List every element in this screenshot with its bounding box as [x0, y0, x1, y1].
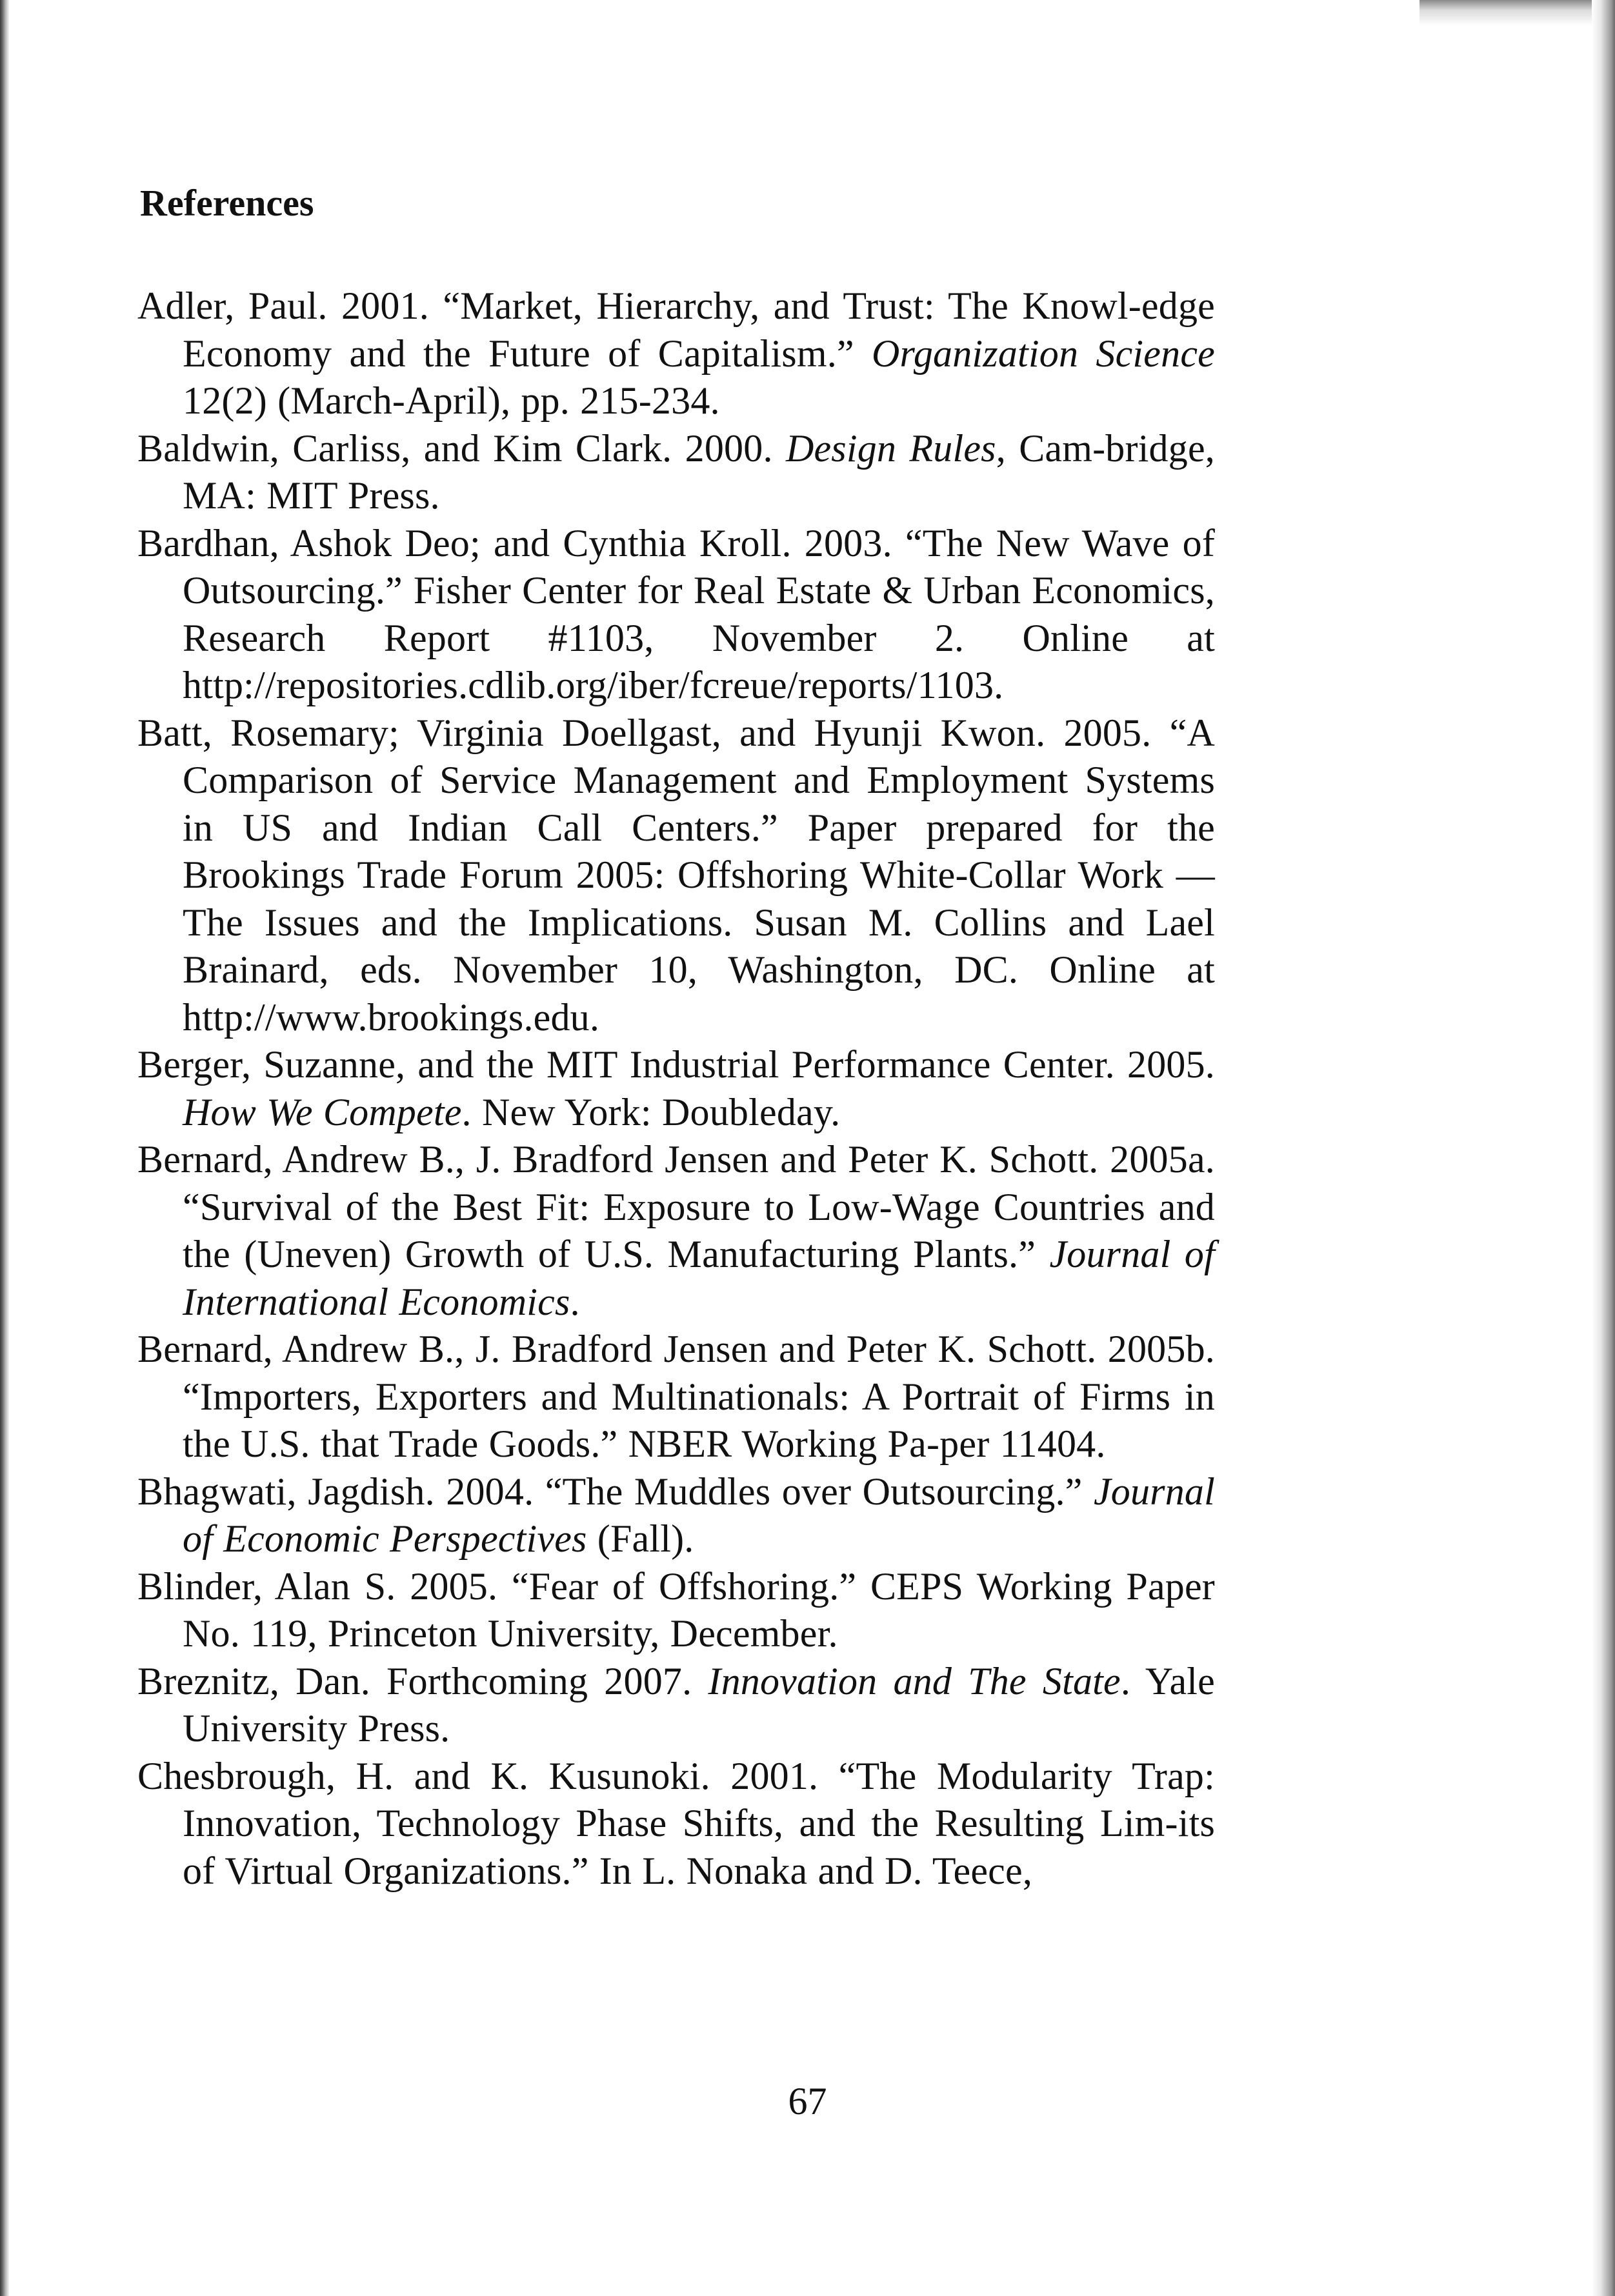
- reference-text: Berger, Suzanne, and the MIT Industrial Performance Center. 2005.: [137, 1043, 1215, 1086]
- reference-italic: Innovation and The State: [708, 1659, 1121, 1702]
- reference-entry: [137, 520, 1215, 710]
- reference-text: Bardhan, Ashok Deo; and Cynthia Kroll. 2003. “The New Wave of Outsourcing.” Fisher Center for Real Estate & Urban Economics, Research Report #1103, November 2. Online at http://repositories.cdlib.org/iber/fcreue/reports/1103.: [137, 521, 1215, 706]
- reference-text: Chesbrough, H. and K. Kusunoki. 2001. “The Modularity Trap: Innovation, Technology Phase Shifts, and the Resulting Lim-its of Virtual Organizations.” In L. Nonaka and D. Teece,: [137, 1754, 1215, 1892]
- references-section: [137, 181, 1215, 1895]
- reference-entry: [137, 1658, 1215, 1753]
- reference-text: Breznitz, Dan. Forthcoming 2007.: [137, 1659, 708, 1702]
- reference-text: Batt, Rosemary; Virginia Doellgast, and Hyunji Kwon. 2005. “A Comparison of Service Management and Employment Systems in US and Indian Call Centers.” Paper prepared for the Brookings Trade Forum 2005: Offshoring White-Collar Work — The Issues and the Implications. Susan M. Collins and Lael Brainard, eds. November 10, Washington, DC. Online at http://www.brookings.edu.: [137, 711, 1215, 1039]
- reference-text-end: .: [570, 1280, 580, 1323]
- reference-text: Adler, Paul. 2001. “Market, Hierarchy, and Trust: The Knowl-edge Economy and the Future of Capitalism.”: [137, 285, 1215, 375]
- section-heading: References: [140, 182, 314, 224]
- reference-text-end: . New York: Doubleday.: [461, 1090, 841, 1133]
- reference-text-end: . Yale University Press.: [183, 1659, 1215, 1750]
- reference-text: Bhagwati, Jagdish. 2004. “The Muddles over Outsourcing.”: [137, 1470, 1094, 1513]
- reference-text: Bernard, Andrew B., J. Bradford Jensen and Peter K. Schott. 2005a. “Survival of the Best Fit: Exposure to Low-Wage Countries and the (Uneven) Growth of U.S. Manufacturing Plants.”: [137, 1138, 1215, 1275]
- reference-text: Bernard, Andrew B., J. Bradford Jensen and Peter K. Schott. 2005b. “Importers, Exporters and Multinationals: A Portrait of Firms in the U.S. that Trade Goods.” NBER Working Pa-per 11404.: [137, 1328, 1215, 1465]
- reference-entry: [137, 1041, 1215, 1136]
- reference-entry: [137, 710, 1215, 1042]
- reference-entry: [137, 283, 1215, 425]
- reference-entry: [137, 1136, 1215, 1326]
- scan-top-shadow: [1419, 0, 1615, 26]
- scan-right-edge: [1592, 0, 1615, 2296]
- reference-entry: [137, 1326, 1215, 1468]
- page-number: 67: [788, 2080, 827, 2122]
- reference-italic: Journal of Economic Perspectives: [183, 1470, 1215, 1560]
- reference-entry: [137, 1753, 1215, 1895]
- reference-italic: Design Rules: [785, 426, 996, 470]
- reference-text-end: (Fall).: [587, 1517, 694, 1560]
- reference-text: Blinder, Alan S. 2005. “Fear of Offshoring.” CEPS Working Paper No. 119, Princeton University, December.: [137, 1564, 1215, 1655]
- reference-text: Baldwin, Carliss, and Kim Clark. 2000.: [137, 426, 786, 470]
- reference-list: [137, 283, 1215, 1895]
- reference-italic: How We Compete: [183, 1090, 462, 1133]
- reference-entry: [137, 1563, 1215, 1658]
- reference-text-end: 12(2) (March-April), pp. 215-234.: [183, 379, 720, 422]
- scan-binding-edge: [0, 0, 9, 2296]
- reference-text-end: , Cam-bridge, MA: MIT Press.: [183, 426, 1215, 517]
- reference-italic: Journal of International Economics: [183, 1233, 1215, 1323]
- reference-entry: [137, 1468, 1215, 1563]
- reference-italic: Organization Science: [871, 332, 1215, 375]
- reference-entry: [137, 425, 1215, 520]
